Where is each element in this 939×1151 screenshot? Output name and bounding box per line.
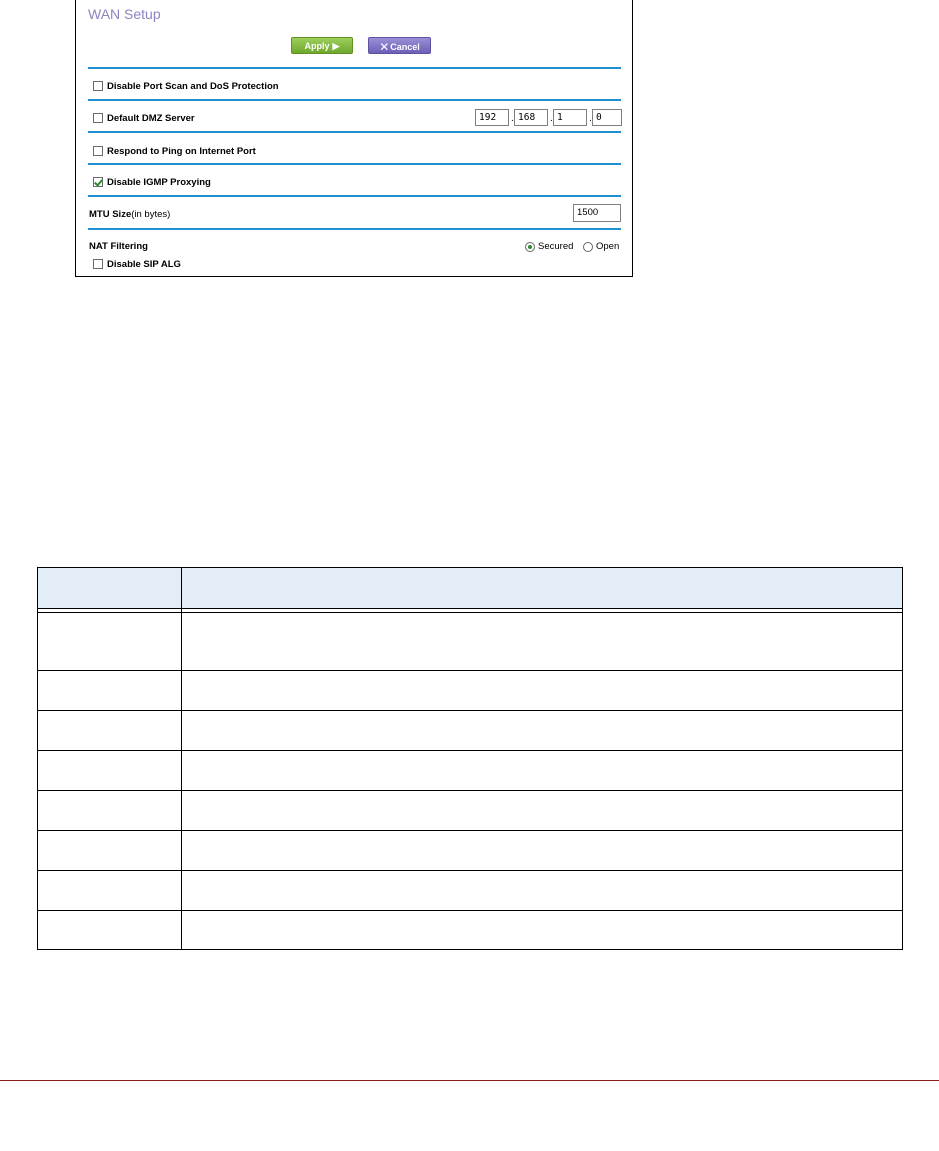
x-icon: ✕	[379, 40, 390, 54]
table-row	[38, 710, 902, 711]
table-row	[38, 790, 902, 791]
table-row	[38, 910, 902, 911]
table-header-rule	[38, 612, 902, 613]
mtu-input[interactable]: 1500	[573, 204, 621, 222]
separator	[88, 228, 621, 230]
disable-port-scan-label: Disable Port Scan and DoS Protection	[107, 81, 279, 92]
cancel-button[interactable]	[368, 37, 431, 54]
apply-button[interactable]	[291, 37, 353, 54]
cancel-label: Cancel	[390, 42, 420, 52]
footer-rule	[0, 1080, 939, 1081]
mtu-unit: (in bytes)	[131, 209, 171, 220]
disable-sip-alg-label: Disable SIP ALG	[107, 259, 181, 270]
default-dmz-checkbox[interactable]	[93, 113, 103, 123]
ip-dot: .	[589, 113, 592, 124]
ip-dot: .	[511, 113, 514, 124]
separator	[88, 131, 621, 133]
mtu-label	[89, 209, 170, 220]
respond-ping-label: Respond to Ping on Internet Port	[107, 146, 256, 157]
nat-open-label: Open	[596, 241, 620, 252]
table-column-divider	[181, 568, 182, 949]
nat-secured-radio[interactable]	[525, 242, 535, 252]
table-header	[38, 568, 902, 609]
separator	[88, 67, 621, 69]
dmz-ip-octet-2[interactable]: 168	[514, 109, 548, 126]
dmz-ip-octet-1[interactable]: 192	[475, 109, 509, 126]
respond-ping-checkbox[interactable]	[93, 146, 103, 156]
mtu-label-text: MTU Size	[89, 209, 132, 220]
triangle-right-icon: ▶	[332, 41, 340, 51]
disable-igmp-checkbox[interactable]	[93, 177, 103, 187]
table-row	[38, 750, 902, 751]
table-row	[38, 830, 902, 831]
separator	[88, 99, 621, 101]
separator	[88, 195, 621, 197]
dmz-ip-octet-4[interactable]: 0	[592, 109, 622, 126]
nat-secured-label: Secured	[538, 241, 574, 252]
disable-port-scan-checkbox[interactable]	[93, 81, 103, 91]
panel-title: WAN Setup	[88, 6, 161, 22]
table-row	[38, 870, 902, 871]
default-dmz-label: Default DMZ Server	[107, 113, 195, 124]
disable-sip-alg-checkbox[interactable]	[93, 259, 103, 269]
dmz-ip-octet-3[interactable]: 1	[553, 109, 587, 126]
nat-filtering-label: NAT Filtering	[89, 241, 148, 252]
separator	[88, 163, 621, 165]
settings-table	[37, 567, 903, 950]
ip-dot: .	[550, 113, 553, 124]
nat-open-radio[interactable]	[583, 242, 593, 252]
apply-label: Apply	[304, 41, 330, 51]
disable-igmp-label: Disable IGMP Proxying	[107, 177, 211, 188]
wan-setup-panel	[75, 0, 633, 277]
table-row	[38, 670, 902, 671]
